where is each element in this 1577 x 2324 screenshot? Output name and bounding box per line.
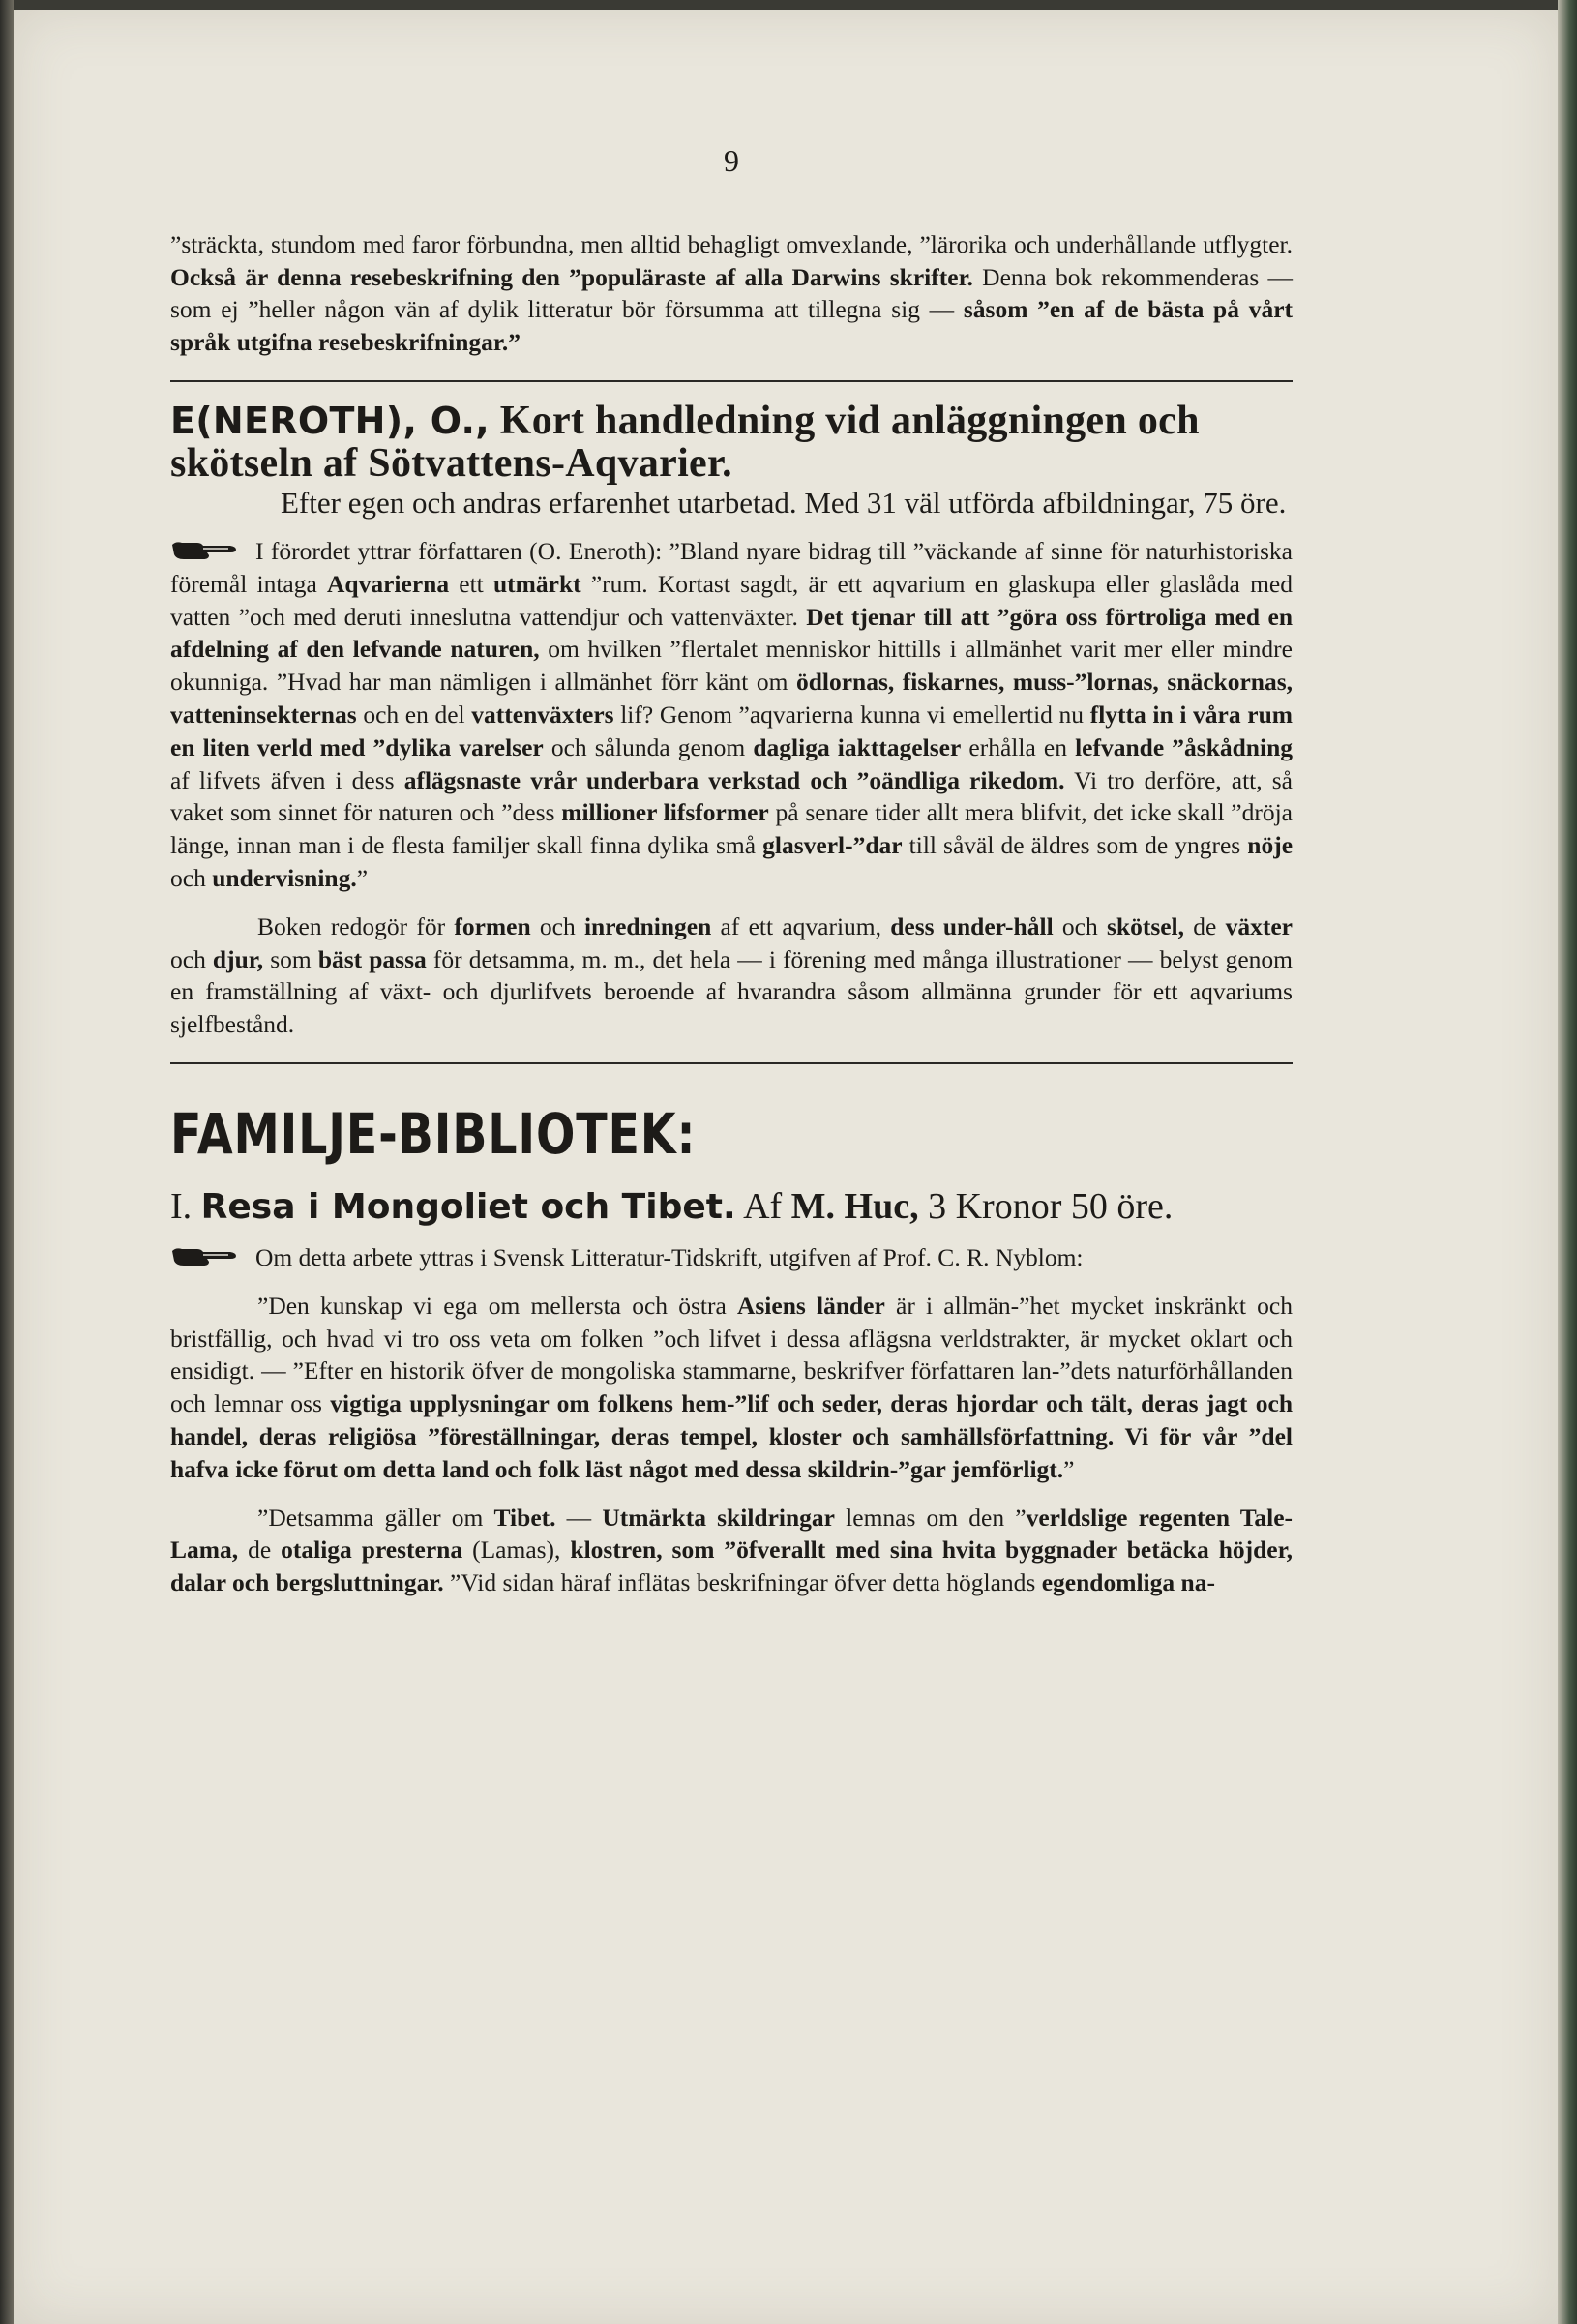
quote-line: ”lärorika och underhållande utflygter. [919, 229, 1293, 258]
page-edge [1558, 0, 1577, 2324]
review-paragraph-1: ”Den kunskap vi ega om mellersta och östra Asiens länder är i allmän-”het mycket inskränkt och bristfällig, och hvad vi tro oss veta om folken ”och lifvet i dessa aflägsna verldstrakter, är mycket oklart och ensidigt. — ”Efter en historik öfver de mongoliska stammarne, beskrifver författaren lan-”dets naturförhållanden och lemnar oss vigtiga upplysningar om folkens hem-”lif och seder, deras hjordar och tält, deras jagt och handel, deras religiösa ”föreställningar, deras tempel, kloster och samhällsförfattning. Vi för vår ”del hafva icke förut om detta land och folk läst något med dessa skildrin-”gar jemförligt.” [170, 1291, 1294, 1483]
book-number: I. [170, 1185, 193, 1227]
entry-subtitle: Efter egen och andras erfarenhet utarbetad. Med 31 väl utförda afbildningar, 75 öre. [281, 485, 1287, 520]
book-author: M. Huc, [790, 1185, 919, 1227]
pointing-hand-icon [170, 539, 238, 562]
divider [170, 1062, 1293, 1064]
quote-emphasis: ”populäraste af alla Darwins skrifter. [569, 262, 973, 291]
quote-emphasis: ”en af de bästa på vårt språk utgifna resebeskrifningar.” [170, 295, 1294, 357]
quote-line: ”heller någon vän af dylik litteratur bör försumma att tillegna sig — [248, 295, 955, 324]
book-title: Resa i Mongoliet och Tibet. [200, 1186, 736, 1227]
book-price: 3 Kronor 50 öre. [918, 1185, 1174, 1227]
entry-description: Boken redogör för formen och inredningen af ett aqvarium, dess under-håll och skötsel, de växter och djur, som bäst passa för detsamma, m. m., det hela — i förening med många illustrationer — belyst genom en framställning af växt- och djurlifvets beroende af hvarandra såsom allmänna grunder för ett aqvariums sjelfbestånd. [170, 911, 1293, 1039]
divider [170, 380, 1293, 382]
entry-preface-quote: I förordet yttrar författaren (O. Eneroth): ”Bland nyare bidrag till ”väckande af sinne för naturhistoriska föremål intaga Aqvarierna ett utmärkt ”rum. Kortast sagdt, är ett aqvarium en glaskupa eller glaslåda med vatten ”och med deruti inneslutna vattendjur och vattenväxter. Det tjenar till att ”göra oss förtroliga med en afdelning af den lefvande naturen, om hvilken ”flertalet menniskor hittills i allmänhet varit mer eller mindre okunniga. ”Hvad har man nämligen i allmänhet förr känt om ödlornas, fiskarnes, muss-”lornas, snäckornas, vatteninsekternas och en del vattenväxters lif? Genom ”aqvarierna kunna vi emellertid nu flytta in i våra rum en liten verld med ”dylika varelser och sålunda genom dagliga iakttagelser erhålla en lefvande ”åskådning af lifvets äfven i dess aflägsnaste vrår underbara verkstad och ”oändliga rikedom. Vi tro derföre, att, så vaket som sinnet för naturen och ”dess millioner lifsformer på senare tider allt mera blifvit, det icke skall ”dröja länge, innan man i de flesta familjer skall finna dylika små glasverl-”dar till såväl de äldres som de yngres nöje och undervisning.” [170, 536, 1294, 892]
book-spine [0, 0, 14, 2324]
quote-continuation [170, 228, 1293, 359]
entry-author: E(NEROTH), O., [170, 399, 490, 442]
book-heading [170, 1182, 1293, 1232]
quote-emphasis: såsom [963, 295, 1028, 324]
page-content [170, 145, 1293, 1599]
quote-emphasis: Också är denna resebeskrifning den [170, 262, 560, 291]
pointing-hand-icon [170, 1245, 238, 1268]
quote-line: ”sträckta, stundom med faror förbundna, men alltid behagligt omvexlande, [170, 229, 913, 258]
review-intro: Om detta arbete yttras i Svensk Litteratur-Tidskrift, utgifven af Prof. C. R. Nyblom: [170, 1241, 1293, 1274]
page-number: 9 [724, 143, 739, 178]
book-author-prefix: Af [743, 1185, 791, 1227]
entry-title: Kort handledning vid anläggningen och skötseln af Sötvattens-Aqvarier. [170, 398, 1200, 486]
quote-line: Denna bok rekommenderas — som ej [170, 262, 1294, 324]
section-title: FAMILJE-BIBLIOTEK: [170, 1100, 697, 1167]
entry-heading [170, 400, 1293, 485]
review-paragraph-2: ”Detsamma gäller om Tibet. — Utmärkta skildringar lemnas om den ”verldslige regenten Tale-Lama, de otaliga presterna (Lamas), klostren, som ”öfverallt med sina hvita byggnader betäcka höjder, dalar och bergsluttningar. ”Vid sidan häraf inflätas beskrifningar öfver detta höglands egendomliga na- [170, 1503, 1294, 1597]
